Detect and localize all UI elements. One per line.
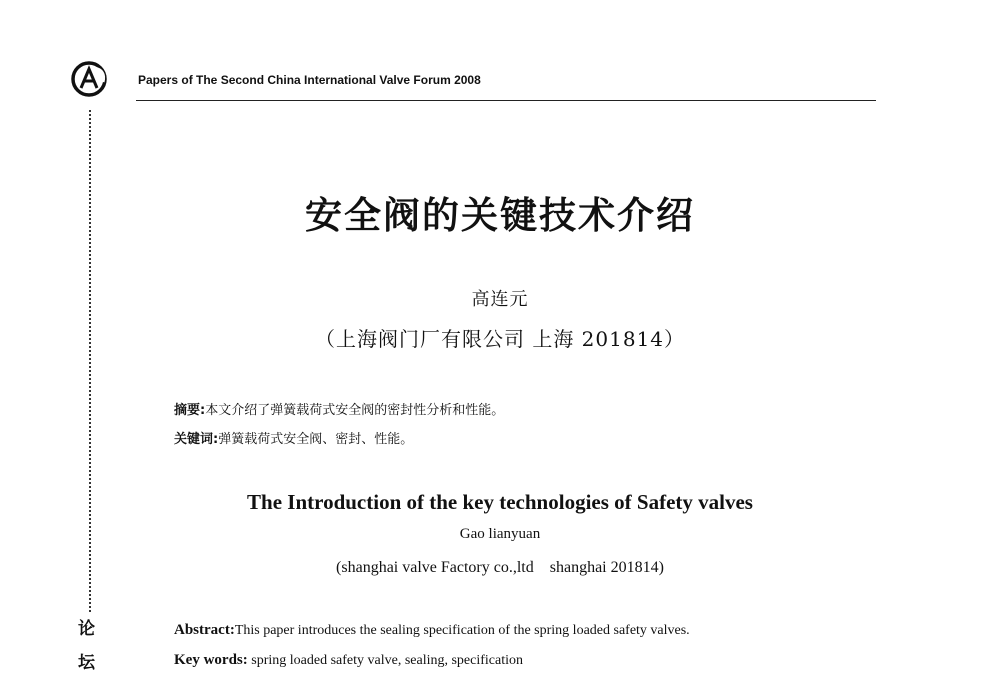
side-label-1: 论 — [78, 619, 95, 639]
keywords-en — [174, 652, 523, 669]
keywords-en-text: spring loaded safety valve, sealing, specification — [247, 653, 523, 668]
abstract-cn-text: 本文介绍了弹簧载荷式安全阀的密封性分析和性能。 — [205, 403, 505, 418]
abstract-en — [174, 622, 690, 639]
keywords-cn-text: 弹簧载荷式安全阀、密封、性能。 — [218, 432, 414, 447]
affiliation-cn: （上海阀门厂有限公司 上海 201814） — [314, 327, 686, 351]
abstract-cn-label: 摘要: — [174, 403, 206, 418]
keywords-en-label: Key words: — [174, 652, 248, 668]
abstract-en-text: This paper introduces the sealing specification of the spring loaded safety valves. — [234, 623, 690, 638]
keywords-cn — [174, 428, 413, 447]
author-en: Gao lianyuan — [459, 526, 541, 542]
forum-logo-icon — [70, 60, 108, 98]
author-cn: 高连元 — [471, 289, 529, 310]
header-title: Papers of The Second China International Valve Forum 2008 — [138, 73, 481, 87]
paper-title-cn: 安全阀的关键技术介绍 — [305, 193, 695, 237]
keywords-cn-label: 关键词: — [174, 432, 219, 447]
side-label-2: 坛 — [78, 653, 95, 673]
header-divider — [136, 100, 876, 101]
abstract-cn — [174, 399, 504, 418]
affiliation-en: (shanghai valve Factory co.,ltd shanghai 201814) — [336, 559, 664, 576]
paper-title-en: The Introduction of the key technologies of Safety valves — [247, 490, 753, 514]
abstract-en-label: Abstract: — [174, 622, 235, 638]
